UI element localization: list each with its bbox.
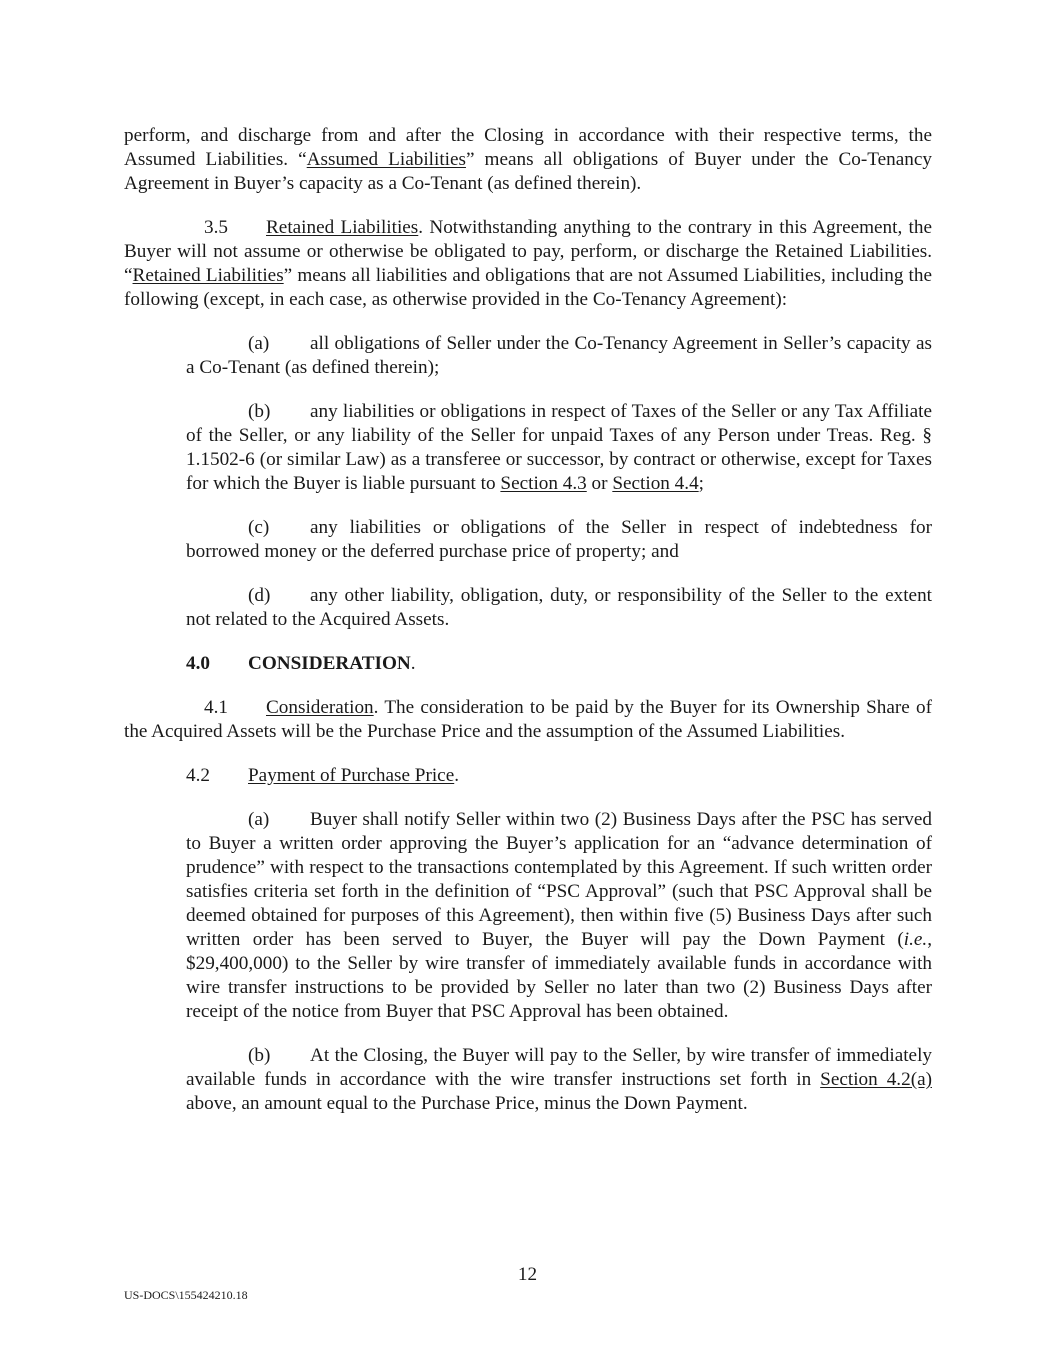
section-4-0-heading: 4.0 CONSIDERATION. xyxy=(186,653,416,674)
clause-3-5-a: (a) all obligations of Seller under the Co-Tenancy Agreement in Seller’s capacity as a Co-Tenant (as defined therein); xyxy=(186,333,932,378)
section-4-2-heading: 4.2 Payment of Purchase Price. xyxy=(186,765,460,786)
section-3-5: 3.5 Retained Liabilities. Notwithstanding anything to the contrary in this Agreement, the Buyer will not assume or otherwise be obligated to pay, perform, or discharge the Retained Liabilities. “Retained Liabilities” means all liabilities and obligations that are not Assumed Liabilities, including the following (except, in each case, as otherwise provided in the Co-Tenancy Agreement): xyxy=(124,217,932,310)
clause-3-5-c: (c) any liabilities or obligations of the Seller in respect of indebtedness for borrowed money or the deferred purchase price of property; and xyxy=(186,517,932,562)
section-number: 4.2 xyxy=(186,765,210,786)
section-number: 4.0 xyxy=(186,653,210,674)
cross-reference-section-4-2-a: Section 4.2(a) xyxy=(820,1069,932,1090)
section-heading: Consideration xyxy=(266,697,374,718)
section-4-1: 4.1 Consideration. The consideration to be paid by the Buyer for its Ownership Share of the Acquired Assets will be the Purchase Price and the assumption of the Assumed Liabilities. xyxy=(124,697,932,742)
section-heading: CONSIDERATION xyxy=(248,653,411,674)
defined-term-assumed-liabilities: Assumed Liabilities xyxy=(306,149,466,170)
continuation-paragraph: perform, and discharge from and after the Closing in accordance with their respective terms, the Assumed Liabilities. “Assumed Liabilities” means all obligations of Buyer under the Co-Tenancy Agreement in Buyer’s capacity as a Co-Tenant (as defined therein). xyxy=(124,125,932,194)
section-heading: Retained Liabilities xyxy=(266,217,419,238)
section-heading: Payment of Purchase Price xyxy=(248,765,455,786)
defined-term-retained-liabilities: Retained Liabilities xyxy=(132,265,284,286)
clause-3-5-d: (d) any other liability, obligation, duty, or responsibility of the Seller to the extent not related to the Acquired Assets. xyxy=(186,585,932,630)
section-number: 3.5 xyxy=(204,217,228,238)
section-number: 4.1 xyxy=(204,697,228,718)
clause-4-2-b: (b) At the Closing, the Buyer will pay to the Seller, by wire transfer of immediately available funds in accordance with the wire transfer instructions set forth in Section 4.2(a) above, an amount equal to the Purchase Price, minus the Down Payment. xyxy=(186,1045,932,1114)
document-page xyxy=(124,124,932,1116)
document-id: US-DOCS\155424210.18 xyxy=(124,1288,248,1302)
cross-reference-section-4-4: Section 4.4 xyxy=(612,473,699,494)
cross-reference-section-4-3: Section 4.3 xyxy=(500,473,587,494)
clause-3-5-b: (b) any liabilities or obligations in respect of Taxes of the Seller or any Tax Affiliate of the Seller, or any liability of the Seller for unpaid Taxes of any Person under Treas. Reg. § 1.1502-6 (or similar Law) as a transferee or successor, by contract or otherwise, except for Taxes for which the Buyer is liable pursuant to Section 4.3 or Section 4.4; xyxy=(186,401,932,494)
clause-4-2-a: (a) Buyer shall notify Seller within two (2) Business Days after the PSC has served to Buyer a written order approving the Buyer’s application for an “advance determination of prudence” with respect to the transactions contemplated by this Agreement. If such written order satisfies criteria set forth in the definition of “PSC Approval” (such that PSC Approval shall be deemed obtained for purposes of this Agreement), then within five (5) Business Days after such written order has been served to Buyer, the Buyer will pay the Down Payment (i.e., $29,400,000) to the Seller by wire transfer of immediately available funds in accordance with wire transfer instructions to be provided by Seller no later than two (2) Business Days after receipt of the notice from Buyer that PSC Approval has been obtained. xyxy=(186,809,932,1022)
page-number: 12 xyxy=(517,1264,538,1285)
